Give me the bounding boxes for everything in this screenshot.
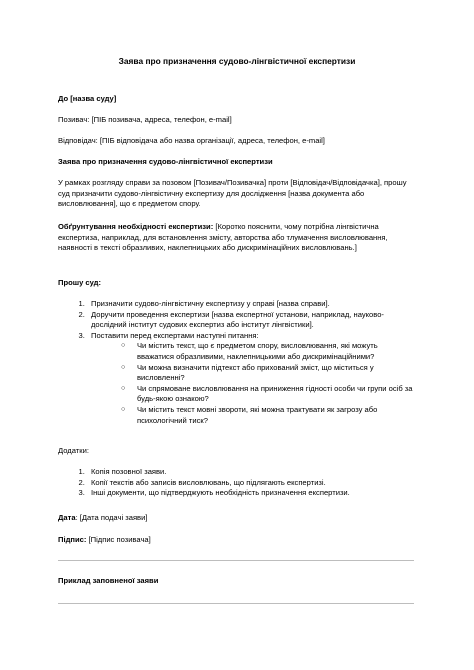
request-heading: Прошу суд: xyxy=(58,278,102,287)
document-title: Заява про призначення судово-лінгвістичної експертизи xyxy=(118,56,356,66)
date-label: Дата xyxy=(58,513,76,522)
justification-paragraph xyxy=(58,222,414,254)
attachment-item: 3. Інші документи, що підтверджують необхідність призначення експертизи. xyxy=(87,488,414,499)
plaintiff-value: [ПІБ позивача, адреса, телефон, e-mail] xyxy=(89,115,232,124)
intro-paragraph: У рамках розгляду справи за позовом [Позивач/Позивачка] проти [Відповідач/Відповідачка], прошу суд призначити судово-лінгвістичну експертизу для дослідження [назва документа або висловлювання], що є предметом спору. xyxy=(58,178,407,209)
question-item: ○ Чи містить текст мовні звороти, які можна трактувати як загрозу або психологічний тиск? xyxy=(121,405,414,426)
divider xyxy=(58,560,414,561)
question-list xyxy=(91,341,414,426)
date-value: : [Дата подачі заяви] xyxy=(75,513,148,522)
question-item: ○ Чи можна визначити підтекст або прихований зміст, що міститься у висловленні? xyxy=(121,363,414,384)
request-item: 1. Призначити судово-лінгвістичну експертизу у справі [назва справи]. xyxy=(87,299,414,310)
justification-text: [Коротко пояснити, чому потрібна лінгвістична експертиза, наприклад, для встановлення змісту, авторства або тлумачення висловлювання, наявності в тексті образливих, наклепницьких або дискримінаційних висловлювань.] xyxy=(58,222,388,253)
request-list xyxy=(58,299,414,426)
attachments-list-block xyxy=(58,467,414,499)
attachments-heading: Додатки: xyxy=(58,446,89,455)
plaintiff-line xyxy=(58,115,414,126)
attachment-item: 1. Копія позовної заяви. xyxy=(87,467,414,478)
defendant-line xyxy=(58,136,414,147)
signature-label: Підпис: xyxy=(58,535,87,544)
request-item xyxy=(87,331,414,426)
attachments-list xyxy=(58,467,414,499)
defendant-value: [ПІБ відповідача або назва організації, адреса, телефон, e-mail] xyxy=(97,136,325,145)
date-line xyxy=(58,513,414,524)
request-list-block xyxy=(58,299,414,426)
signature-line xyxy=(58,535,414,546)
question-item: ○ Чи спрямоване висловлювання на приниження гідності особи чи групи осіб за будь-якою ознакою? xyxy=(121,384,414,405)
attachment-item: 2. Копії текстів або записів висловлювань, що підлягають експертизі. xyxy=(87,478,414,489)
section-heading: Заява про призначення судово-лінгвістичної експертизи xyxy=(58,157,273,166)
example-heading: Приклад заповненої заяви xyxy=(58,576,159,585)
signature-value: [Підпис позивача] xyxy=(86,535,151,544)
justification-label: Обґрунтування необхідності експертизи: xyxy=(58,222,214,231)
court-line: До [назва суду] xyxy=(58,94,117,103)
defendant-label: Відповідач: xyxy=(58,136,98,145)
request-item: 2. Доручити проведення експертизи [назва експертної установи, наприклад, науково-дослідний інститут судових експертиз або інститут лінгвістики]. xyxy=(87,310,414,331)
request-item-text: Поставити перед експертами наступні питання: xyxy=(91,330,259,340)
question-item: ○ Чи містить текст, що є предметом спору, висловлювання, які можуть вважатися образливими, наклепницькими або дискримінаційними? xyxy=(121,341,414,362)
divider xyxy=(58,603,414,604)
plaintiff-label: Позивач: xyxy=(58,115,90,124)
